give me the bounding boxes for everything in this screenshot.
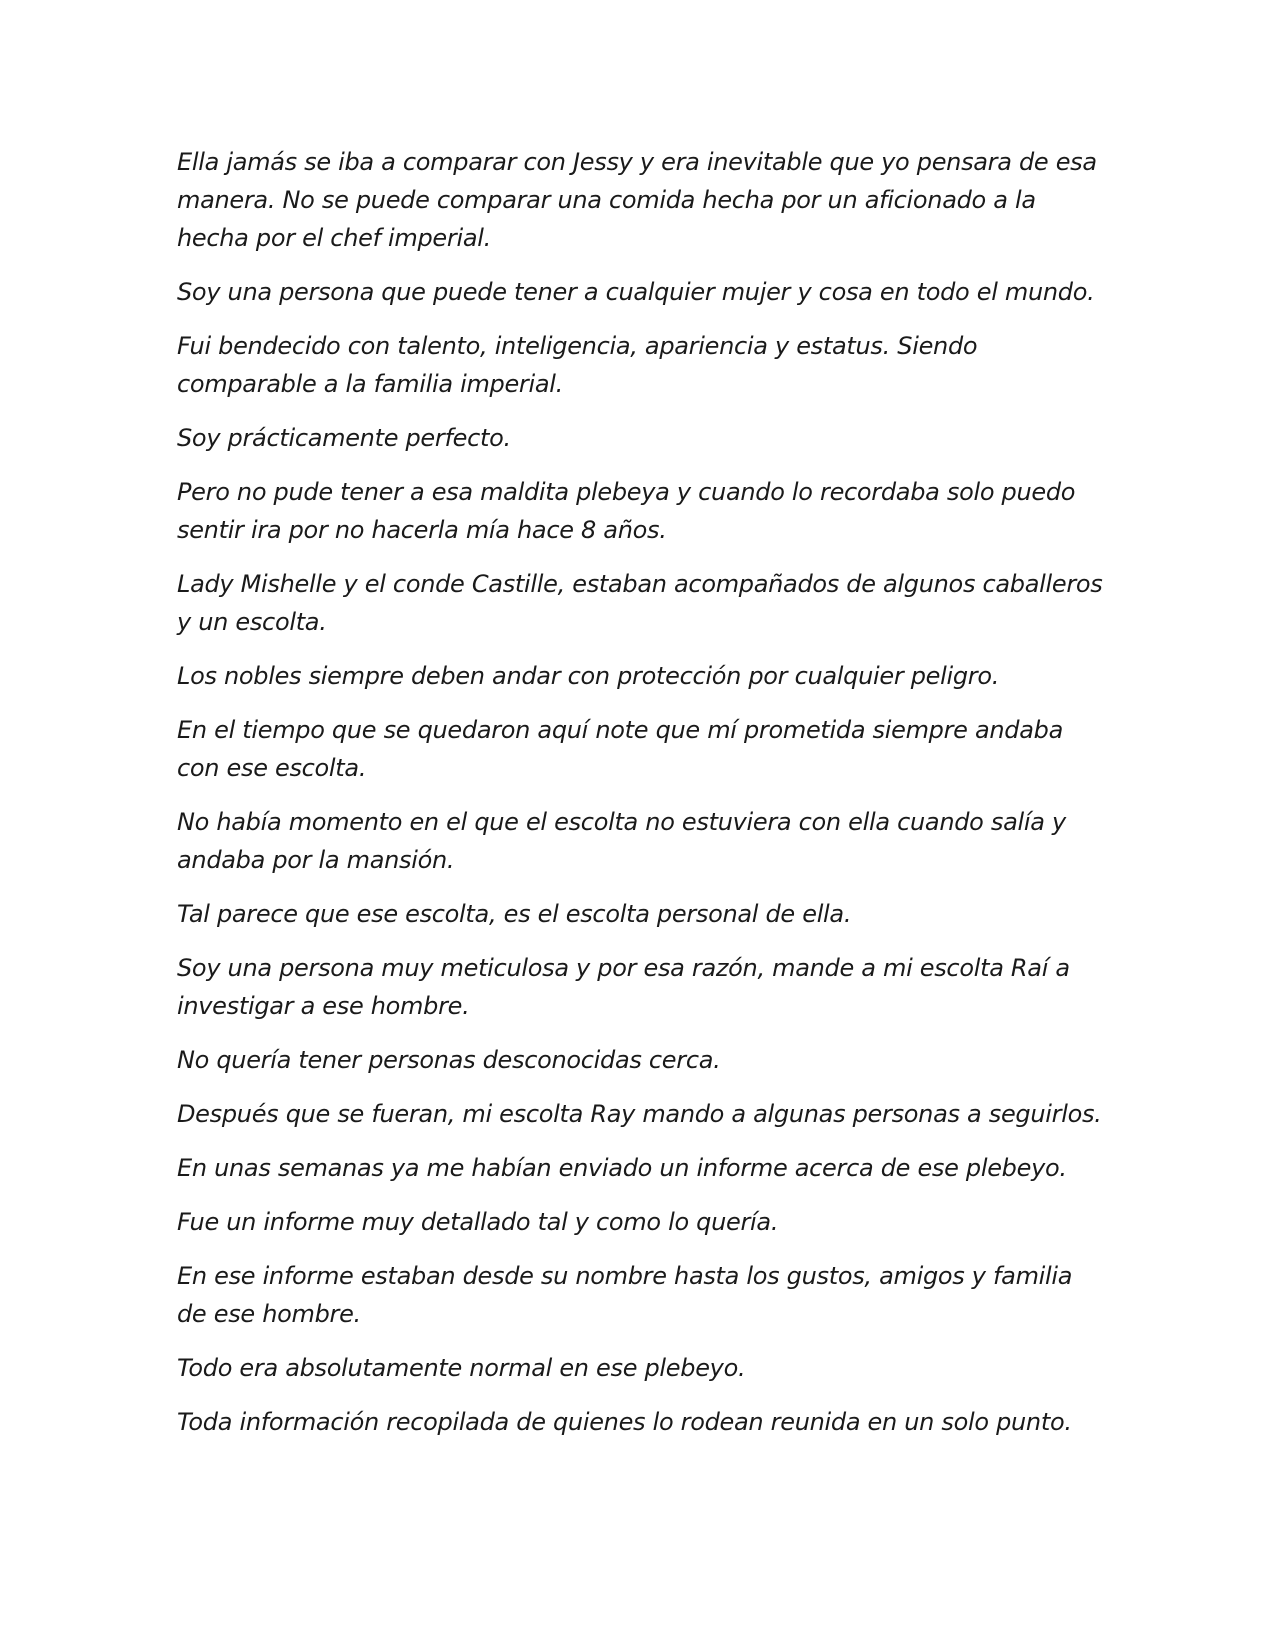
paragraph: En el tiempo que se quedaron aquí note que mí prometida siempre andaba con ese escolta. <box>177 716 1063 782</box>
paragraph: No había momento en el que el escolta no estuviera con ella cuando salía y andaba por la mansión. <box>177 808 1066 874</box>
paragraph: En unas semanas ya me habían enviado un informe acerca de ese plebeyo. <box>177 1154 1067 1182</box>
paragraph: Tal parece que ese escolta, es el escolta personal de ella. <box>177 900 852 928</box>
paragraph: Soy una persona que puede tener a cualquier mujer y cosa en todo el mundo. <box>177 278 1095 306</box>
paragraph: Soy prácticamente perfecto. <box>177 424 511 452</box>
paragraph: Los nobles siempre deben andar con protección por cualquier peligro. <box>177 662 1000 690</box>
paragraph: Ella jamás se iba a comparar con Jessy y era inevitable que yo pensara de esa manera. No se puede comparar una comida hecha por un aficionado a la hecha por el chef imperial. <box>177 148 1097 252</box>
paragraph: Todo era absolutamente normal en ese plebeyo. <box>177 1354 746 1382</box>
paragraph: No quería tener personas desconocidas cerca. <box>177 1046 721 1074</box>
paragraph: Fue un informe muy detallado tal y como lo quería. <box>177 1208 779 1236</box>
paragraph: Pero no pude tener a esa maldita plebeya y cuando lo recordaba solo puedo sentir ira por no hacerla mía hace 8 años. <box>177 478 1076 544</box>
paragraph: Soy una persona muy meticulosa y por esa razón, mande a mi escolta Raí a investigar a ese hombre. <box>177 954 1070 1020</box>
paragraph: Lady Mishelle y el conde Castille, estaban acompañados de algunos caballeros y un escolta. <box>177 570 1103 636</box>
paragraph: En ese informe estaban desde su nombre hasta los gustos, amigos y familia de ese hombre. <box>177 1262 1073 1328</box>
paragraph: Después que se fueran, mi escolta Ray mando a algunas personas a seguirlos. <box>177 1100 1102 1128</box>
paragraph: Fui bendecido con talento, inteligencia, apariencia y estatus. Siendo comparable a la familia imperial. <box>177 332 978 398</box>
paragraph: Toda información recopilada de quienes lo rodean reunida en un solo punto. <box>177 1408 1072 1436</box>
document-body <box>177 143 1107 1457</box>
